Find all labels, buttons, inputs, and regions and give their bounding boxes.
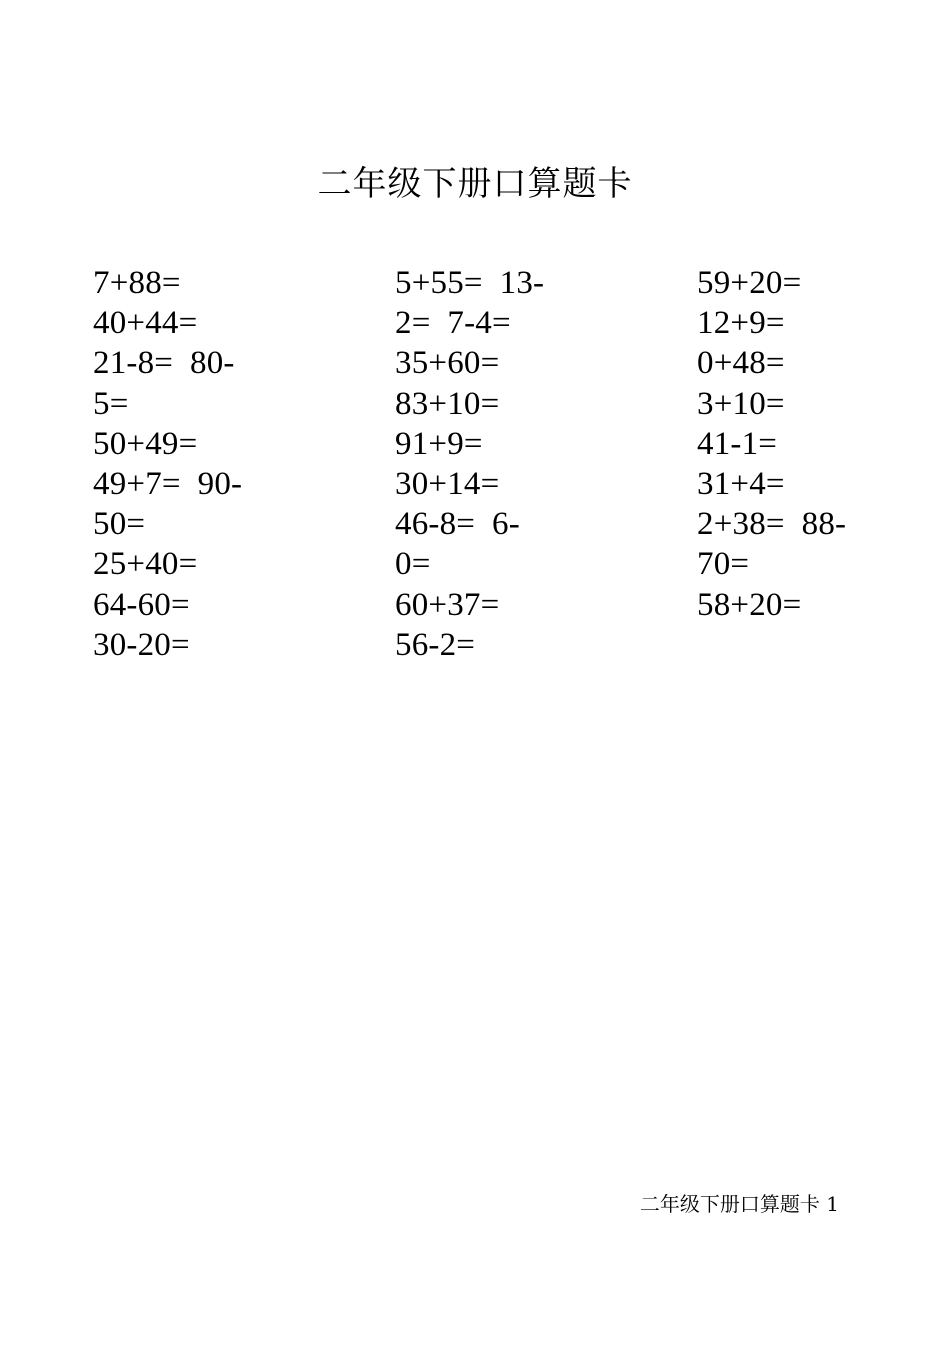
- problem-line: 5+55= 13-: [395, 265, 545, 301]
- page-title: 二年级下册口算题卡: [317, 164, 633, 204]
- problem-column-1: [93, 263, 363, 665]
- page-footer: 二年级下册口算题卡 1: [639, 1192, 839, 1216]
- problem-line: 2+38= 88-: [697, 506, 847, 543]
- problem-line: 12+9=: [697, 305, 785, 342]
- problem-line: 49+7= 90-: [93, 466, 243, 503]
- problem-line: 3+10=: [697, 385, 785, 422]
- problem-line: 56-2=: [395, 626, 476, 663]
- problem-line: 21-8= 80-: [93, 345, 235, 382]
- problem-line: 30-20=: [93, 626, 190, 663]
- problem-line: 41-1=: [697, 425, 778, 462]
- problem-line: 0+48=: [697, 345, 785, 382]
- problem-line: 59+20=: [697, 265, 802, 301]
- problem-line: 40+44=: [93, 305, 198, 342]
- problem-column-2: [395, 263, 665, 665]
- problem-line: 58+20=: [697, 586, 802, 623]
- problem-line: 5=: [93, 385, 129, 422]
- problem-column-3: [697, 263, 950, 625]
- problem-line: 83+10=: [395, 385, 500, 422]
- problem-line: 25+40=: [93, 546, 198, 583]
- problem-line: 31+4=: [697, 466, 785, 503]
- problem-line: 7+88=: [93, 265, 181, 301]
- problem-line: 30+14=: [395, 466, 500, 503]
- problem-line: 91+9=: [395, 425, 483, 462]
- problem-line: 2= 7-4=: [395, 305, 511, 342]
- problem-line: 0=: [395, 546, 431, 583]
- problem-line: 50=: [93, 506, 146, 543]
- problem-line: 60+37=: [395, 586, 500, 623]
- problem-line: 70=: [697, 546, 750, 583]
- problem-line: 50+49=: [93, 425, 198, 462]
- problem-line: 46-8= 6-: [395, 506, 520, 543]
- problem-line: 35+60=: [395, 345, 500, 382]
- problem-line: 64-60=: [93, 586, 190, 623]
